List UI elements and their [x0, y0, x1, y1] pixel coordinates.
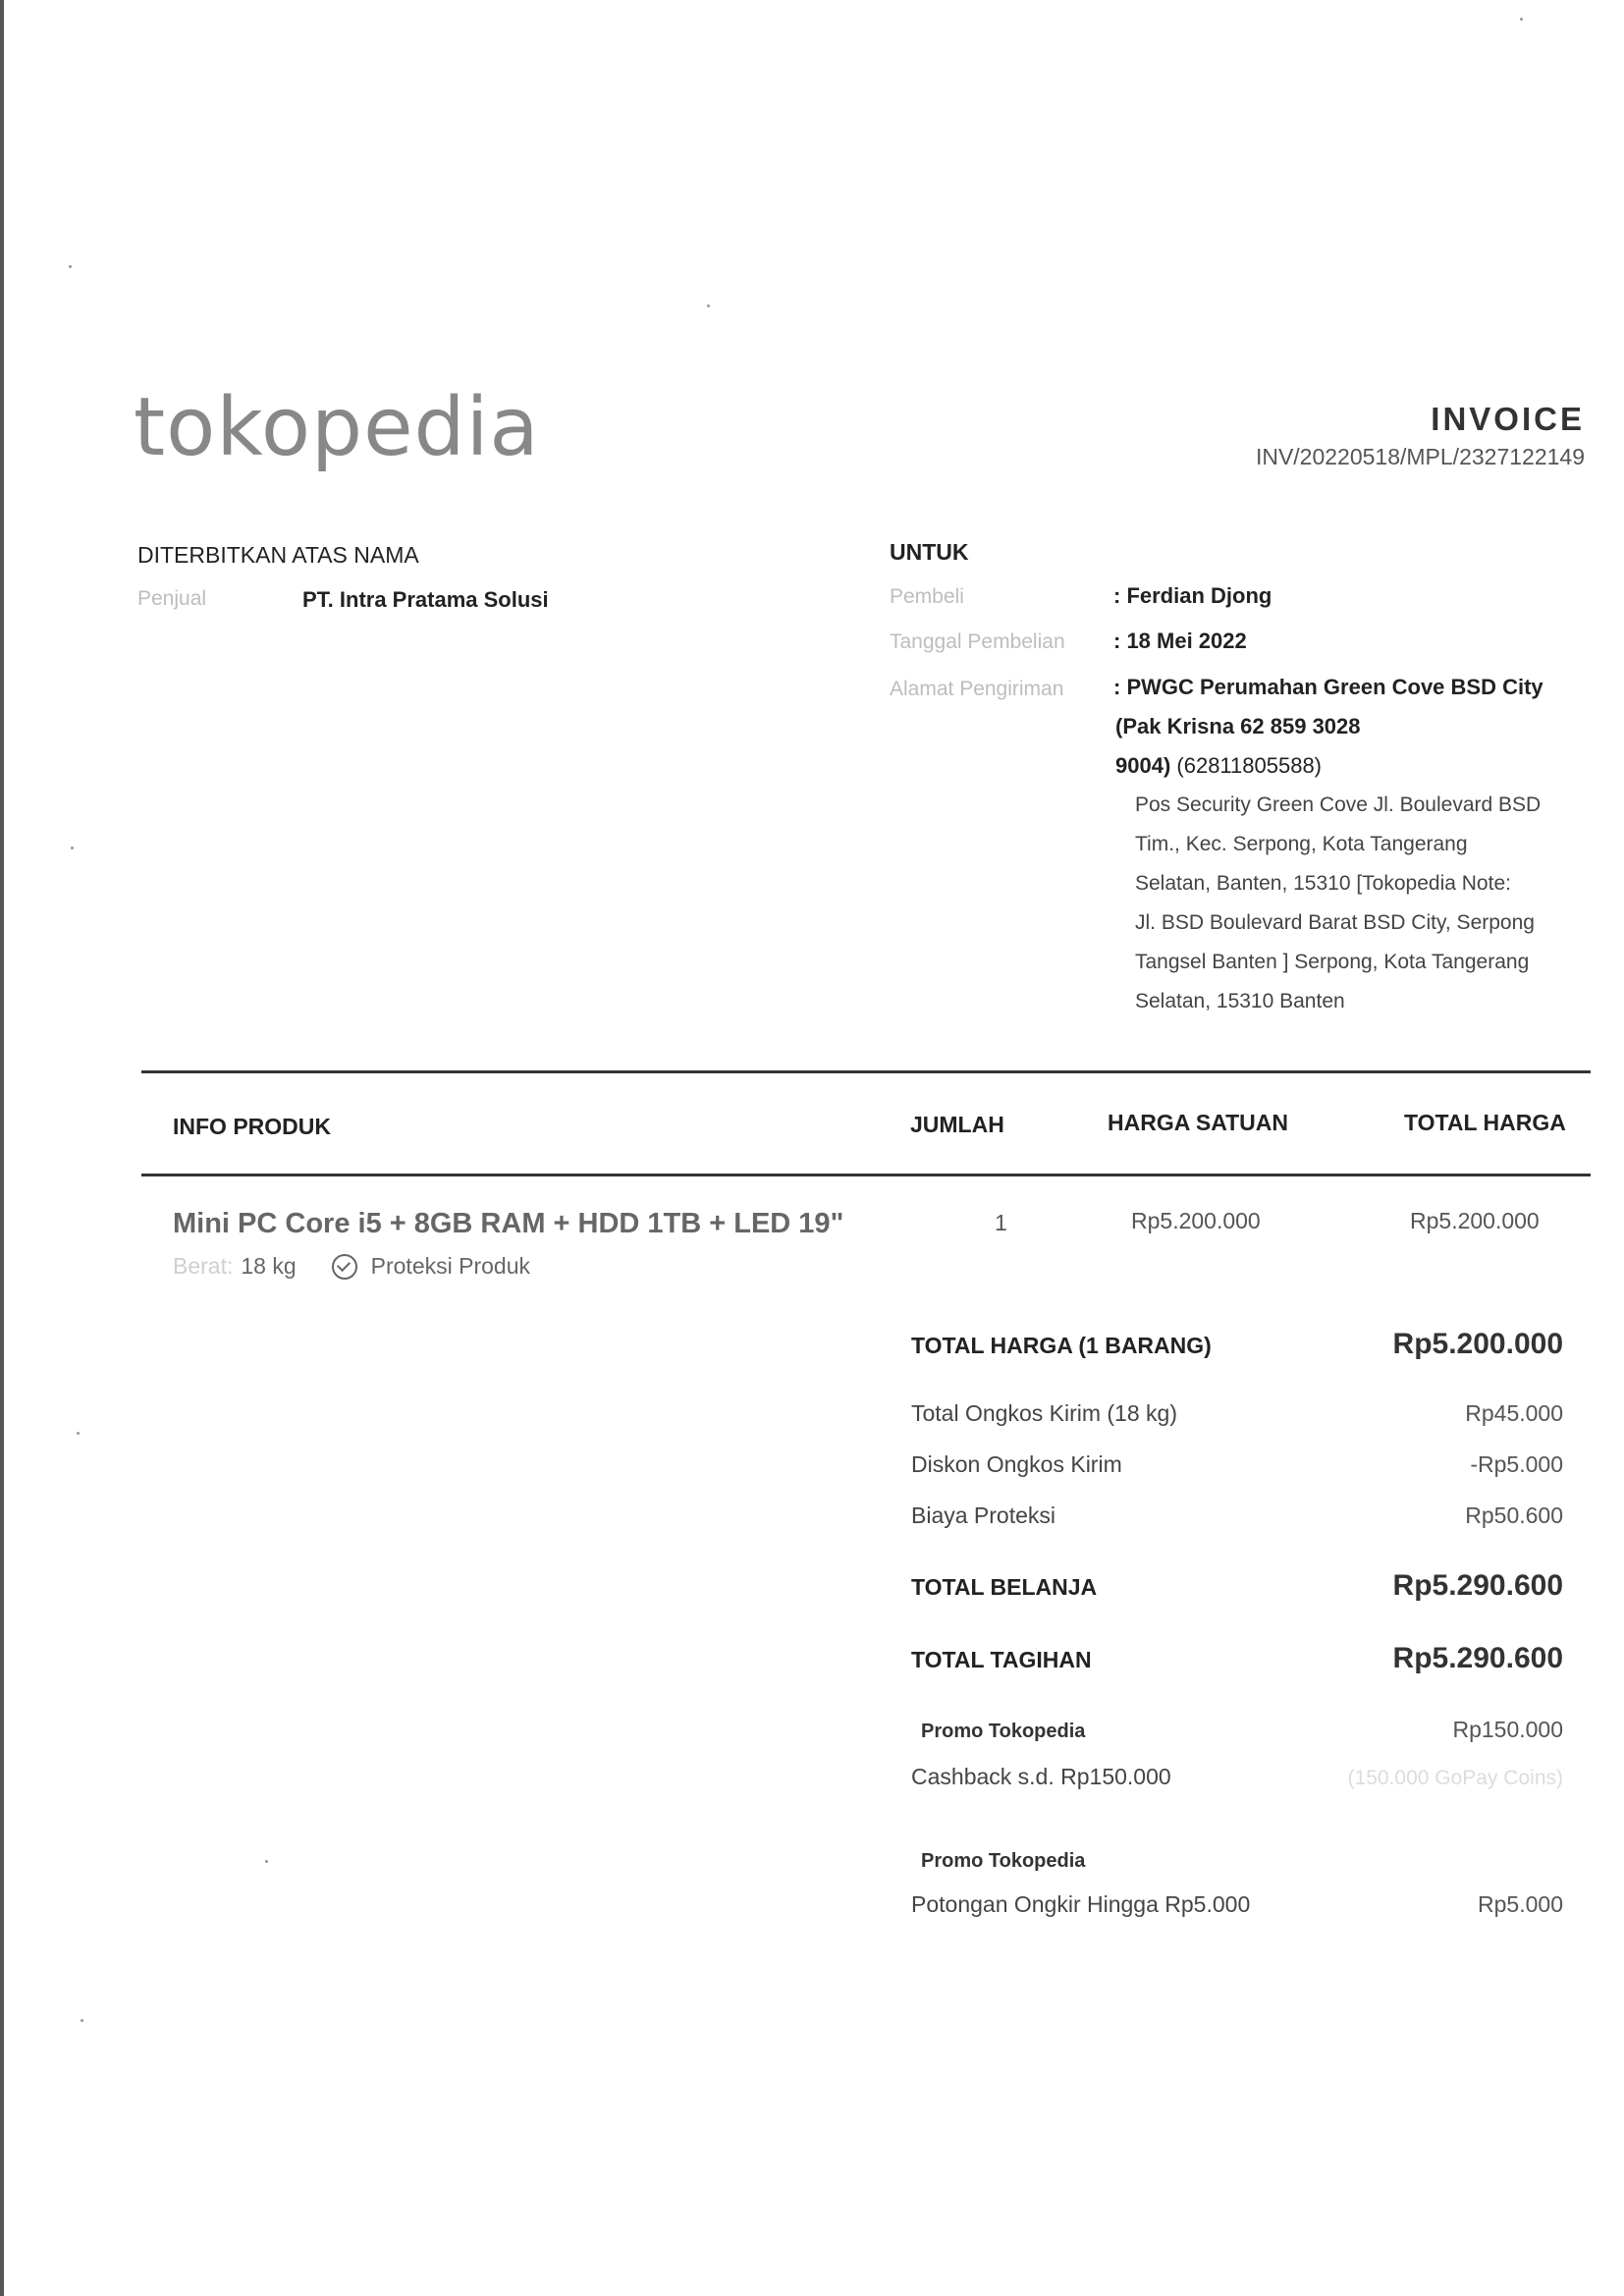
product-meta: [173, 1253, 530, 1280]
seller-label: Penjual: [137, 587, 207, 610]
protection-fee-row: [911, 1503, 1563, 1529]
promo-cashback-value-row: [911, 1717, 1563, 1743]
header-qty: JUMLAH: [910, 1112, 1004, 1137]
address-detail-line: Tangsel Banten ] Serpong, Kota Tangerang: [1135, 951, 1530, 973]
subtotal-row: [911, 1328, 1563, 1361]
invoice-title: INVOICE: [1431, 401, 1585, 437]
invoice-number: INV/20220518/MPL/2327122149: [1255, 444, 1585, 469]
protection-label: Proteksi Produk: [370, 1253, 530, 1279]
promo-cashback-label: Cashback s.d. Rp150.000: [911, 1764, 1171, 1789]
tokopedia-logo: tokopedia: [134, 381, 540, 474]
address-detail-line: Jl. BSD Boulevard Barat BSD City, Serpong: [1135, 911, 1535, 934]
shipping-address-detail: [1135, 786, 1597, 1021]
total-shopping-label: TOTAL BELANJA: [911, 1574, 1098, 1600]
shield-check-icon: [332, 1254, 357, 1280]
scan-speck: [265, 1860, 268, 1863]
shipping-address-line3: [1115, 746, 1322, 786]
purchase-date-label: Tanggal Pembelian: [890, 630, 1065, 653]
recipient-section-title: UNTUK: [890, 539, 969, 565]
table-top-rule: [141, 1070, 1591, 1073]
address-detail-line: Pos Security Green Cove Jl. Boulevard BSD: [1135, 793, 1542, 816]
issuer-section-title: DITERBITKAN ATAS NAMA: [137, 542, 419, 568]
weight-value: 18 kg: [241, 1253, 297, 1279]
promo-cashback-value: Rp150.000: [1452, 1717, 1563, 1742]
buyer-label: Pembeli: [890, 585, 964, 608]
header-unit-price: HARGA SATUAN: [1108, 1110, 1288, 1135]
promo-title: Promo Tokopedia: [921, 1850, 1086, 1872]
shipping-address-line2: (Pak Krisna 62 859 3028: [1115, 714, 1361, 738]
header-total-price: TOTAL HARGA: [1404, 1110, 1566, 1135]
promo-cashback-note: (150.000 GoPay Coins): [1347, 1767, 1563, 1789]
purchase-date-value: : 18 Mei 2022: [1113, 629, 1247, 653]
scan-speck: [1520, 18, 1523, 21]
scan-speck: [69, 265, 72, 268]
shipping-row: [911, 1400, 1563, 1427]
address-detail-line: Selatan, Banten, 15310 [Tokopedia Note:: [1135, 872, 1511, 895]
scan-speck: [71, 847, 74, 849]
shipping-discount-value: -Rp5.000: [1470, 1451, 1563, 1477]
shipping-address-label: Alamat Pengiriman: [890, 678, 1064, 700]
total-shopping-row: [911, 1569, 1563, 1603]
product-qty: 1: [995, 1210, 1007, 1235]
address-detail-line: Selatan, 15310 Banten: [1135, 990, 1345, 1012]
scan-edge: [0, 0, 4, 2296]
table-header-rule: [141, 1174, 1591, 1176]
total-bill-label: TOTAL TAGIHAN: [911, 1647, 1092, 1672]
scan-speck: [81, 2019, 83, 2022]
product-unit-price: Rp5.200.000: [1131, 1208, 1261, 1233]
promo-shipping-row: [911, 1891, 1563, 1918]
protection-fee-value: Rp50.600: [1465, 1503, 1563, 1528]
total-bill-value: Rp5.290.600: [1392, 1642, 1563, 1674]
promo-shipping-label: Potongan Ongkir Hingga Rp5.000: [911, 1891, 1251, 1917]
product-name: Mini PC Core i5 + 8GB RAM + HDD 1TB + LED 19": [173, 1208, 844, 1239]
product-total-price: Rp5.200.000: [1410, 1208, 1540, 1233]
buyer-value: : Ferdian Djong: [1113, 583, 1272, 608]
shipping-discount-label: Diskon Ongkos Kirim: [911, 1451, 1122, 1477]
header-product: INFO PRODUK: [173, 1114, 331, 1139]
promo-title: Promo Tokopedia: [921, 1721, 1086, 1742]
weight-label: Berat:: [173, 1253, 234, 1279]
promo-cashback-row: [911, 1764, 1563, 1790]
address-detail-line: Tim., Kec. Serpong, Kota Tangerang: [1135, 833, 1468, 855]
scan-speck: [707, 304, 710, 307]
address-line3-text: 9004): [1115, 753, 1171, 778]
total-bill-row: [911, 1642, 1563, 1675]
protection-fee-label: Biaya Proteksi: [911, 1503, 1056, 1528]
seller-value: PT. Intra Pratama Solusi: [302, 587, 549, 612]
subtotal-value: Rp5.200.000: [1392, 1328, 1563, 1360]
promo-shipping-value: Rp5.000: [1478, 1891, 1563, 1917]
shipping-address-line1: : PWGC Perumahan Green Cove BSD City: [1113, 675, 1543, 699]
scan-speck: [77, 1432, 80, 1435]
shipping-label: Total Ongkos Kirim (18 kg): [911, 1400, 1177, 1426]
shipping-discount-row: [911, 1451, 1563, 1478]
address-phone: (62811805588): [1170, 753, 1323, 778]
shipping-value: Rp45.000: [1465, 1400, 1563, 1426]
total-shopping-value: Rp5.290.600: [1392, 1569, 1563, 1602]
subtotal-label: TOTAL HARGA (1 BARANG): [911, 1333, 1212, 1358]
